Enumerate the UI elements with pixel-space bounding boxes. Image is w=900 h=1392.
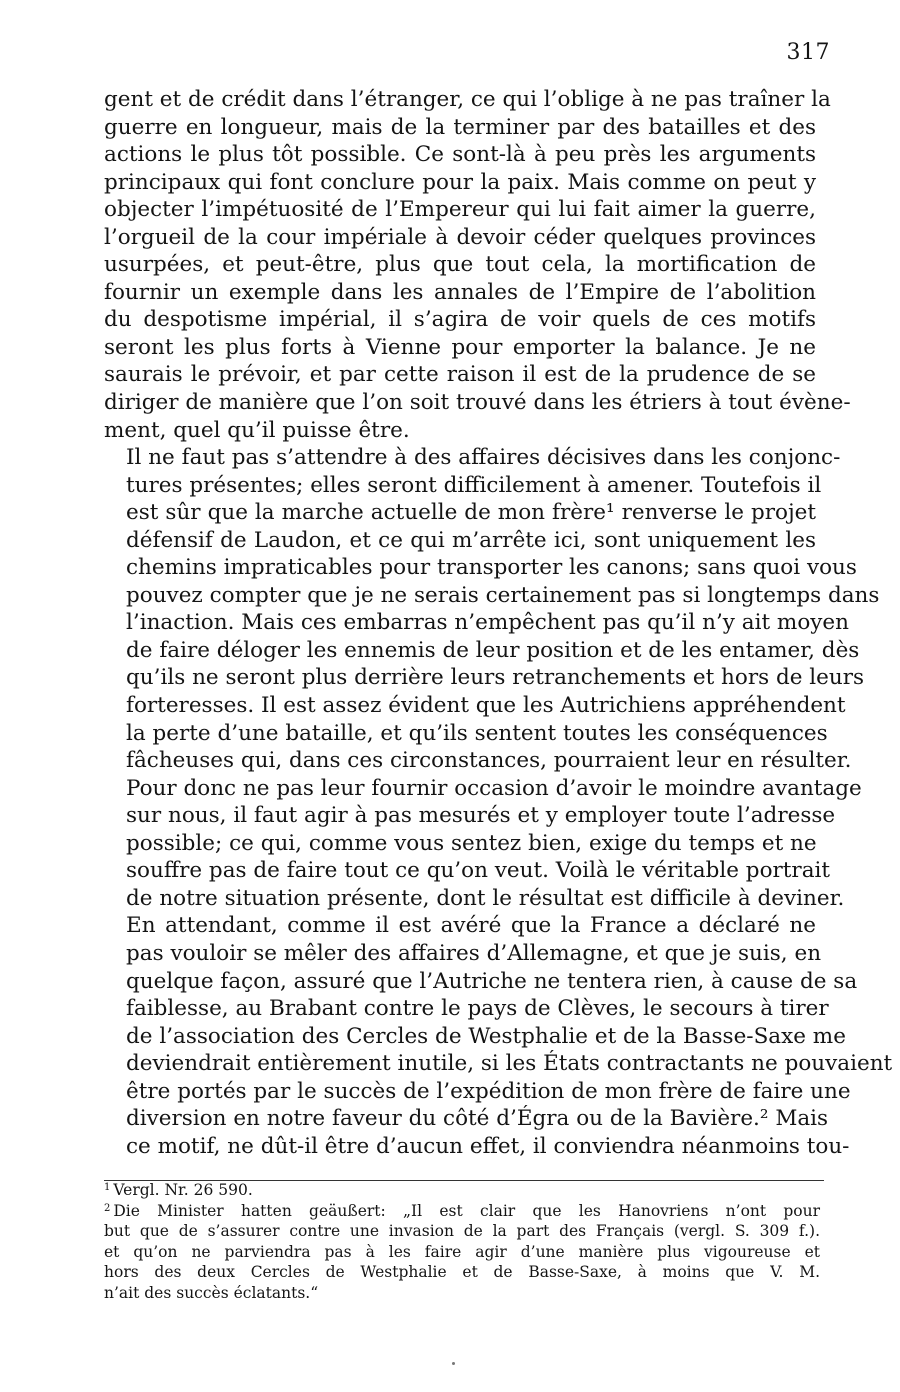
footnote-text: hors des deux Cercles de Westphalie et de Basse-Saxe, à moins que V. M. [104, 1263, 820, 1281]
text-line: seront les plus forts à Vienne pour emporter la balance. Je ne [104, 334, 816, 360]
text-line: diversion en notre faveur du côté d’Égra ou de la Bavière.² Mais [126, 1106, 829, 1132]
text-line: la perte d’une bataille, et qu’ils sentent toutes les conséquences [126, 720, 828, 746]
footnotes [104, 1180, 820, 1303]
text-line: En attendant, comme il est avéré que la France a déclaré ne [126, 913, 816, 939]
text-line: tures présentes; elles seront difficilement à amener. Toutefois il [126, 472, 822, 498]
text-line: gent et de crédit dans l’étranger, ce qui l’oblige à ne pas traîner la [104, 87, 831, 112]
footnote-line [104, 1201, 820, 1222]
text-line: de notre situation présente, dont le résultat est difficile à deviner. [126, 885, 845, 911]
text-line: de faire déloger les ennemis de leur position et de les entamer, dès [126, 637, 860, 663]
text-line: possible; ce qui, comme vous sentez bien, exige du temps et ne [126, 830, 817, 856]
text-line: est sûr que la marche actuelle de mon frère¹ renverse le projet [126, 500, 816, 526]
text-line: sur nous, il faut agir à pas mesurés et y employer toute l’adresse [126, 803, 836, 829]
text-line: pouvez compter que je ne serais certainement pas si longtemps dans [126, 582, 880, 608]
text-line: objecter l’impétuosité de l’Empereur qui lui fait aimer la guerre, [104, 197, 816, 223]
paragraph-3 [104, 912, 893, 1160]
footnote-line [104, 1221, 820, 1242]
text-line: diriger de manière que l’on soit trouvé dans les étriers à tout évène- [104, 390, 851, 416]
text-line: chemins impraticables pour transporter les canons; sans quoi vous [126, 555, 857, 581]
text-line: faiblesse, au Brabant contre le pays de Clèves, le secours à tirer [126, 996, 829, 1022]
text-line: du despotisme impérial, il s’agira de voir quels de ces motifs [104, 307, 816, 333]
text-line: guerre en longueur, mais de la terminer par des batailles et des [104, 114, 816, 140]
text-line: fournir un exemple dans les annales de l’Empire de l’abolition [104, 279, 816, 305]
footnote-text: but que de s’assurer contre une invasion de la part des Français (vergl. S. 309 f.). [104, 1222, 820, 1240]
text-line: fâcheuses qui, dans ces circonstances, pourraient leur en résulter. [126, 748, 852, 774]
footnote-text: n’ait des succès éclatants.“ [104, 1283, 319, 1302]
text-line: saurais le prévoir, et par cette raison il est de la prudence de se [104, 362, 816, 388]
page-number: 317 [786, 40, 830, 65]
text-line: qu’ils ne seront plus derrière leurs retranchements et hors de leurs [126, 665, 865, 691]
paragraph-2 [104, 444, 880, 912]
footnote-line [104, 1180, 820, 1201]
text-line: actions le plus tôt possible. Ce sont-là à peu près les arguments [104, 142, 816, 168]
text-line: de l’association des Cercles de Westphalie et de la Basse-Saxe me [126, 1023, 846, 1049]
text-line: ment, quel qu’il puisse être. [104, 417, 410, 443]
text-line: souffre pas de faire tout ce qu’on veut. Voilà le véritable portrait [126, 858, 831, 884]
text-line: l’orgueil de la cour impériale à devoir céder quelques provinces [104, 224, 816, 250]
text-line: pas vouloir se mêler des affaires d’Allemagne, et que je suis, en [126, 940, 822, 966]
footnote-text: Vergl. Nr. 26 590. [113, 1181, 253, 1199]
footnote-1 [104, 1180, 820, 1201]
text-line: principaux qui font conclure pour la paix. Mais comme on peut y [104, 169, 816, 195]
footnote-text: et qu’on ne parviendra pas à les faire agir d’une manière plus vigoureuse et [104, 1242, 820, 1261]
text-line: Pour donc ne pas leur fournir occasion d’avoir le moindre avantage [126, 775, 862, 801]
footnote-line [104, 1283, 820, 1304]
text-line: être portés par le succès de l’expédition de mon frère de faire une [126, 1078, 851, 1104]
scan-speck [452, 1362, 455, 1365]
footnote-mark: 2 [104, 1202, 111, 1214]
text-line: quelque façon, assuré que l’Autriche ne tentera rien, à cause de sa [126, 968, 858, 994]
footnote-2 [104, 1201, 820, 1304]
text-line: usurpées, et peut-être, plus que tout cela, la mortification de [104, 252, 816, 278]
text-line: défensif de Laudon, et ce qui m’arrête ici, sont uniquement les [126, 527, 816, 553]
footnote-mark: 1 [104, 1182, 111, 1193]
footnote-text: Die Minister hatten geäußert: „Il est clair que les Hanovriens n’ont pour [113, 1201, 820, 1220]
text-line: deviendrait entièrement inutile, si les États contractants ne pouvaient [126, 1051, 893, 1077]
footnote-line [104, 1262, 820, 1283]
footnote-line [104, 1242, 820, 1263]
text-line: ce motif, ne dût-il être d’aucun effet, il conviendra néanmoins tou- [126, 1133, 850, 1159]
text-line: forteresses. Il est assez évident que les Autrichiens appréhendent [126, 693, 846, 719]
text-line: l’inaction. Mais ces embarras n’empêchent pas qu’il n’y ait moyen [126, 610, 849, 636]
text-line: Il ne faut pas s’attendre à des affaires décisives dans les conjonc- [126, 445, 841, 471]
body-text [104, 86, 893, 1160]
paragraph-1 [104, 86, 851, 444]
